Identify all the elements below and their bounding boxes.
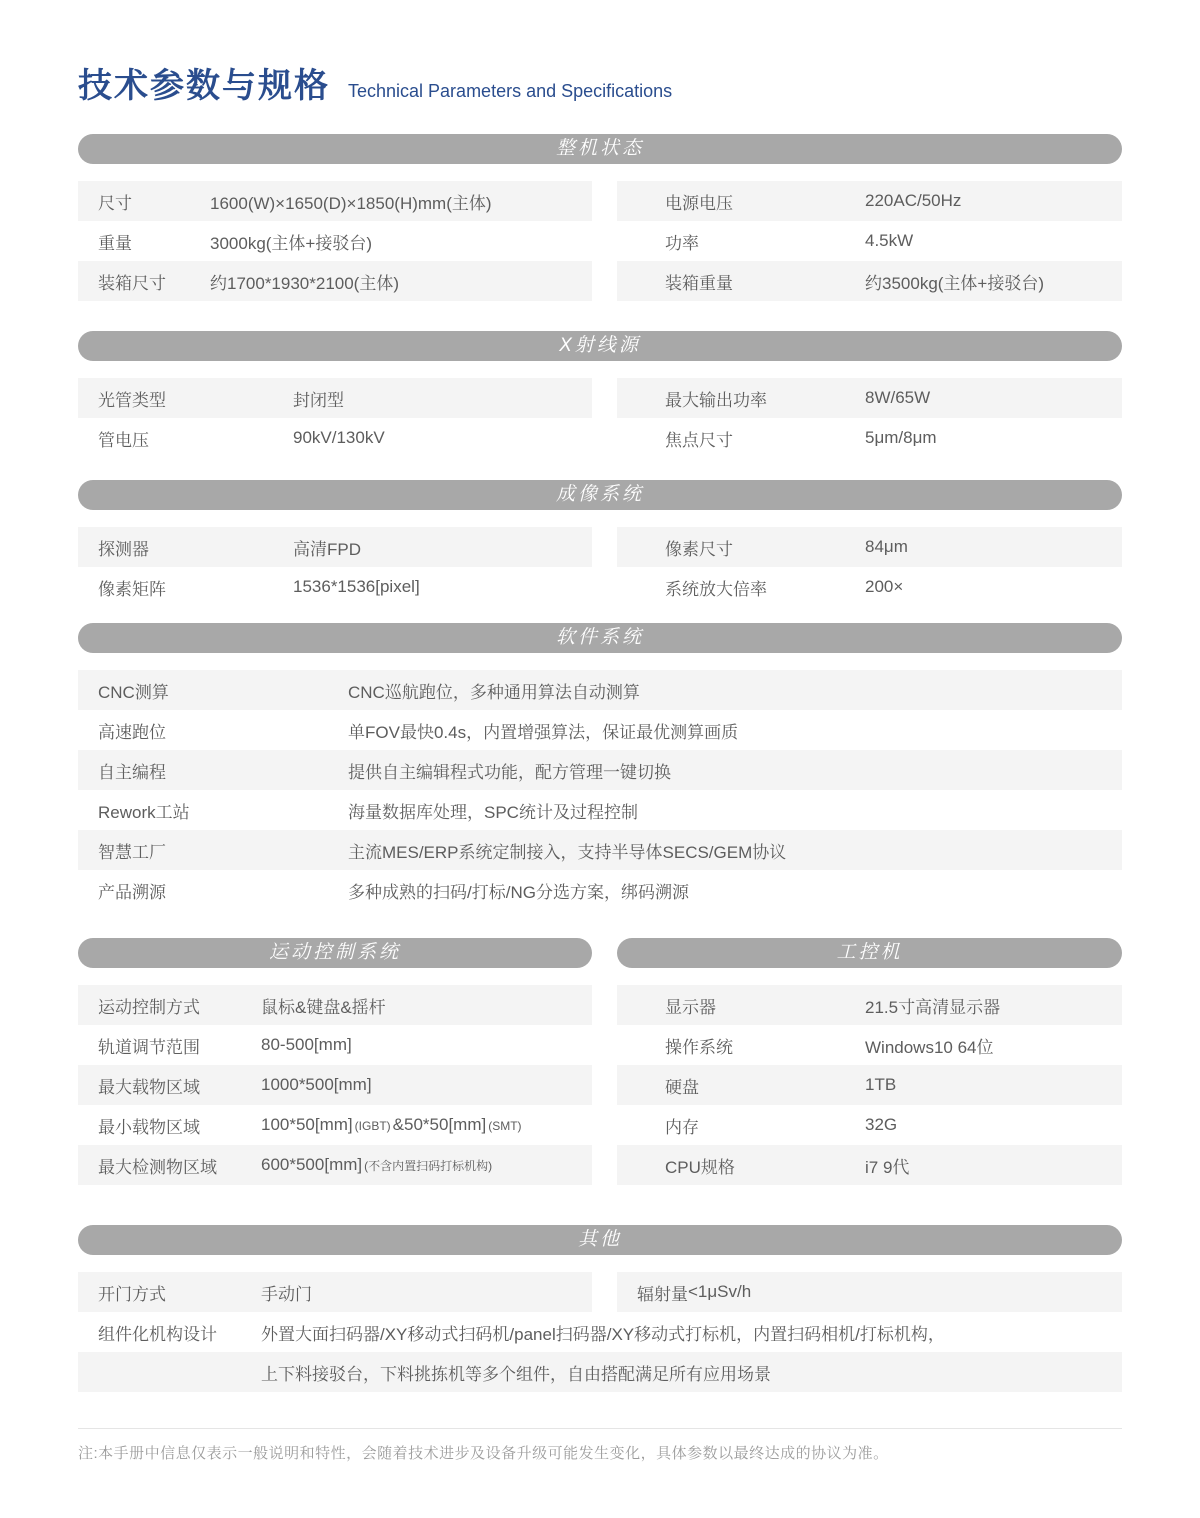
- spec-label: 最大载物区域: [98, 1077, 200, 1097]
- spec-label: 探测器: [98, 539, 149, 559]
- ipc-column: [617, 985, 1122, 1185]
- spec-row: [78, 1352, 1122, 1392]
- spec-value: 5μm/8μm: [865, 428, 937, 447]
- section-header-imaging-system: 成像系统: [78, 480, 1122, 510]
- spec-label: 光管类型: [98, 390, 166, 410]
- section-header-other: 其他: [78, 1225, 1122, 1255]
- spec-label: CPU规格: [665, 1157, 735, 1177]
- spec-value: 84μm: [865, 537, 908, 556]
- spec-value: <1μSv/h: [688, 1282, 752, 1301]
- section-header-machine-status: 整机状态: [78, 134, 1122, 164]
- spec-row: [78, 221, 592, 261]
- section-header-xray-source: X射线源: [78, 331, 1122, 361]
- spec-label: 内存: [665, 1117, 699, 1137]
- spec-row: [617, 527, 1122, 567]
- spec-row: [78, 1065, 592, 1105]
- section-software-system: [78, 623, 1122, 910]
- spec-value: 多种成熟的扫码/打标/NG分选方案，绑码溯源: [348, 882, 689, 902]
- spec-label: 装箱重量: [665, 273, 733, 293]
- spec-value: Windows10 64位: [865, 1037, 994, 1057]
- section-machine-status: [78, 134, 1122, 301]
- spec-label: 智慧工厂: [98, 842, 166, 862]
- imaging-right-column: [617, 527, 1122, 607]
- spec-value: 手动门: [261, 1284, 312, 1304]
- section-header-software-system: 软件系统: [78, 623, 1122, 653]
- spec-row: [617, 985, 1122, 1025]
- spec-row: [78, 378, 592, 418]
- spec-value: 8W/65W: [865, 388, 931, 407]
- spec-value: 约3500kg(主体+接驳台): [865, 273, 1045, 293]
- spec-row: [78, 870, 1122, 910]
- xray-source-table: [78, 378, 1122, 458]
- spec-value: 1TB: [865, 1075, 897, 1094]
- dual-section-headers: [78, 938, 1122, 968]
- motion-control-column: [78, 985, 592, 1185]
- spec-label: 重量: [98, 233, 132, 253]
- page-title: [78, 58, 1122, 106]
- spec-label: 高速跑位: [98, 722, 166, 742]
- spec-row: [617, 418, 1122, 458]
- spec-value: CNC巡航跑位，多种通用算法自动测算: [348, 682, 640, 702]
- spec-row: [78, 670, 1122, 710]
- spec-row: [78, 418, 592, 458]
- xray-right-column: [617, 378, 1122, 458]
- xray-left-column: [78, 378, 592, 458]
- spec-row: [78, 985, 592, 1025]
- spec-label: 焦点尺寸: [665, 430, 733, 450]
- spec-value: 1600(W)×1650(D)×1850(H)mm(主体): [210, 193, 492, 213]
- spec-row: [78, 750, 1122, 790]
- spec-row: [617, 1065, 1122, 1105]
- spec-row: [617, 567, 1122, 607]
- spec-row: [617, 1272, 1122, 1312]
- spec-label: 运动控制方式: [98, 997, 200, 1017]
- other-row-split: [78, 1272, 1122, 1312]
- page-title-en: Technical Parameters and Specifications: [348, 81, 673, 101]
- spec-value: 4.5kW: [865, 231, 914, 250]
- spec-value: 1536*1536[pixel]: [293, 577, 420, 596]
- spec-value: 上下料接驳台，下料挑拣机等多个组件，自由搭配满足所有应用场景: [261, 1364, 771, 1384]
- spec-label: 装箱尺寸: [98, 273, 166, 293]
- spec-row: [78, 567, 592, 607]
- spec-label: 像素尺寸: [665, 539, 733, 559]
- spec-value: 主流MES/ERP系统定制接入，支持半导体SECS/GEM协议: [348, 842, 787, 862]
- spec-value: 220AC/50Hz: [865, 191, 962, 210]
- spec-value: 21.5寸高清显示器: [865, 997, 1001, 1017]
- spec-row: [78, 830, 1122, 870]
- spec-row: [617, 1105, 1122, 1145]
- spec-row: [78, 1272, 592, 1312]
- footer-divider: [78, 1428, 1122, 1429]
- spec-value: 32G: [865, 1115, 898, 1134]
- spec-value: i7 9代: [865, 1157, 910, 1177]
- spec-row: [617, 181, 1122, 221]
- spec-label: 硬盘: [665, 1077, 699, 1097]
- spec-label: Rework工站: [98, 802, 190, 822]
- imaging-system-table: [78, 527, 1122, 607]
- spec-value: 鼠标&键盘&摇杆: [261, 997, 386, 1017]
- motion-ipc-table: [78, 985, 1122, 1185]
- spec-row: [617, 261, 1122, 301]
- spec-label: CNC测算: [98, 682, 169, 702]
- spec-row: [78, 1025, 592, 1065]
- spec-value: 90kV/130kV: [293, 428, 385, 447]
- spec-row: [617, 1145, 1122, 1185]
- spec-value: 80-500[mm]: [261, 1035, 352, 1054]
- spec-label: 最大检测物区域: [98, 1157, 217, 1177]
- spec-row: [78, 1145, 592, 1185]
- spec-row: [78, 1105, 592, 1145]
- spec-value: 600*500[mm] (不含内置扫码打标机构): [261, 1155, 493, 1174]
- section-header-ipc: 工控机: [617, 938, 1122, 968]
- section-other: [78, 1225, 1122, 1392]
- spec-sheet: [78, 0, 1122, 1463]
- page-title-zh: 技术参数与规格: [78, 67, 330, 105]
- machine-status-table: [78, 181, 1122, 301]
- other-table: [78, 1272, 1122, 1392]
- spec-value: 1000*500[mm]: [261, 1075, 372, 1094]
- section-imaging-system: [78, 480, 1122, 607]
- spec-value: 外置大面扫码器/XY移动式扫码机/panel扫码器/XY移动式打标机，内置扫码相机/打标机构，: [261, 1324, 945, 1344]
- spec-row: [78, 527, 592, 567]
- spec-label: 产品溯源: [98, 882, 166, 902]
- machine-status-right-column: [617, 181, 1122, 301]
- spec-label: 组件化机构设计: [98, 1324, 217, 1344]
- spec-value: 3000kg(主体+接驳台): [210, 233, 373, 253]
- spec-label: 功率: [665, 233, 699, 253]
- software-system-table: [78, 670, 1122, 910]
- spec-label: 最大输出功率: [665, 390, 767, 410]
- spec-value: 100*50[mm] (IGBT) &50*50[mm] (SMT): [261, 1115, 522, 1134]
- spec-label: 管电压: [98, 430, 149, 450]
- footnote: 注:本手册中信息仅表示一般说明和特性，会随着技术进步及设备升级可能发生变化，具体参数以最终达成的协议为准。: [78, 1445, 889, 1462]
- spec-row: [617, 1025, 1122, 1065]
- spec-row: [78, 1312, 1122, 1352]
- spec-value: 海量数据库处理，SPC统计及过程控制: [348, 802, 638, 822]
- spec-row: [78, 181, 592, 221]
- spec-label: 操作系统: [665, 1037, 733, 1057]
- spec-row: [617, 221, 1122, 261]
- imaging-left-column: [78, 527, 592, 607]
- spec-row: [78, 261, 592, 301]
- spec-row: [617, 378, 1122, 418]
- spec-label: 显示器: [665, 997, 716, 1017]
- spec-value: 高清FPD: [293, 539, 361, 559]
- spec-label: 电源电压: [665, 193, 733, 213]
- spec-label: 辐射量: [637, 1284, 688, 1304]
- spec-label: 像素矩阵: [98, 579, 166, 599]
- section-header-motion-control: 运动控制系统: [78, 938, 592, 968]
- machine-status-left-column: [78, 181, 592, 301]
- section-motion-and-ipc: [78, 938, 1122, 1185]
- section-xray-source: [78, 331, 1122, 458]
- spec-row: [78, 710, 1122, 750]
- spec-value: 200×: [865, 577, 904, 596]
- spec-label: 轨道调节范围: [98, 1037, 200, 1057]
- spec-label: 最小载物区域: [98, 1117, 200, 1137]
- spec-label: 自主编程: [98, 762, 166, 782]
- spec-label: 系统放大倍率: [665, 579, 767, 599]
- spec-label: 开门方式: [98, 1284, 166, 1304]
- spec-value: 单FOV最快0.4s，内置增强算法，保证最优测算画质: [348, 722, 739, 742]
- spec-value: 约1700*1930*2100(主体): [210, 273, 400, 293]
- spec-row: [78, 790, 1122, 830]
- spec-label: 尺寸: [98, 193, 132, 213]
- spec-value: 提供自主编辑程式功能，配方管理一键切换: [348, 762, 671, 782]
- spec-value: 封闭型: [293, 390, 344, 410]
